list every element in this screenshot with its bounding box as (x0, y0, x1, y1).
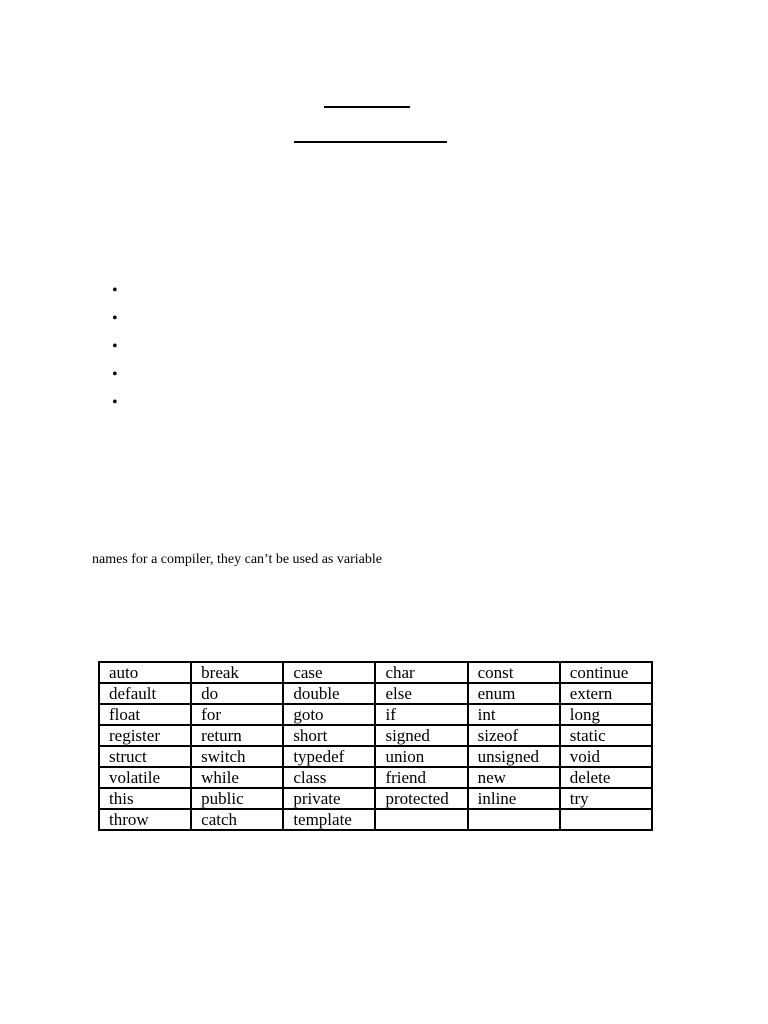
bullet-dot-icon: • (112, 366, 118, 383)
keyword-cell: return (191, 725, 283, 746)
keyword-cell: float (99, 704, 191, 725)
keyword-cell: extern (560, 683, 652, 704)
keyword-cell: if (375, 704, 467, 725)
keyword-table (98, 661, 653, 831)
keyword-cell: case (283, 662, 375, 683)
keyword-cell: struct (99, 746, 191, 767)
keyword-cell (468, 809, 560, 830)
keyword-cell: sizeof (468, 725, 560, 746)
keyword-cell: inline (468, 788, 560, 809)
keyword-cell: delete (560, 767, 652, 788)
bullet-dot-icon: • (112, 338, 118, 355)
keyword-cell (560, 809, 652, 830)
keyword-cell: friend (375, 767, 467, 788)
table-row (99, 788, 652, 809)
table-row (99, 704, 652, 725)
keyword-cell: for (191, 704, 283, 725)
keyword-cell: goto (283, 704, 375, 725)
keyword-cell: long (560, 704, 652, 725)
bullet-list (112, 281, 118, 421)
keyword-cell: short (283, 725, 375, 746)
keyword-cell: auto (99, 662, 191, 683)
keyword-cell: try (560, 788, 652, 809)
keyword-cell: this (99, 788, 191, 809)
keyword-cell: default (99, 683, 191, 704)
bullet-item (112, 337, 118, 365)
keyword-cell: throw (99, 809, 191, 830)
bullet-dot-icon: • (112, 282, 118, 299)
keyword-cell: typedef (283, 746, 375, 767)
body-text: names for a compiler, they can’t be used as variable (92, 552, 382, 567)
keyword-cell: register (99, 725, 191, 746)
keyword-cell: char (375, 662, 467, 683)
keyword-cell: protected (375, 788, 467, 809)
keyword-cell: else (375, 683, 467, 704)
bullet-dot-icon: • (112, 310, 118, 327)
keyword-cell: union (375, 746, 467, 767)
keyword-cell: signed (375, 725, 467, 746)
keyword-cell: do (191, 683, 283, 704)
keyword-cell: break (191, 662, 283, 683)
keyword-cell: template (283, 809, 375, 830)
table-row (99, 809, 652, 830)
keyword-cell: public (191, 788, 283, 809)
keyword-cell: continue (560, 662, 652, 683)
table-row (99, 767, 652, 788)
keyword-cell: enum (468, 683, 560, 704)
table-row (99, 683, 652, 704)
keyword-cell: void (560, 746, 652, 767)
bullet-item (112, 281, 118, 309)
keyword-cell: static (560, 725, 652, 746)
keyword-cell: private (283, 788, 375, 809)
keyword-cell: new (468, 767, 560, 788)
title-underline (324, 106, 410, 108)
bullet-item (112, 309, 118, 337)
keyword-cell: int (468, 704, 560, 725)
bullet-item (112, 365, 118, 393)
keyword-cell: class (283, 767, 375, 788)
bullet-item (112, 393, 118, 421)
table-row (99, 662, 652, 683)
keyword-cell (375, 809, 467, 830)
subtitle-underline (294, 141, 447, 143)
keyword-cell: catch (191, 809, 283, 830)
keyword-cell: switch (191, 746, 283, 767)
bullet-dot-icon: • (112, 394, 118, 411)
table-row (99, 725, 652, 746)
keyword-cell: while (191, 767, 283, 788)
keyword-cell: double (283, 683, 375, 704)
keyword-cell: unsigned (468, 746, 560, 767)
keyword-cell: const (468, 662, 560, 683)
table-row (99, 746, 652, 767)
keyword-cell: volatile (99, 767, 191, 788)
